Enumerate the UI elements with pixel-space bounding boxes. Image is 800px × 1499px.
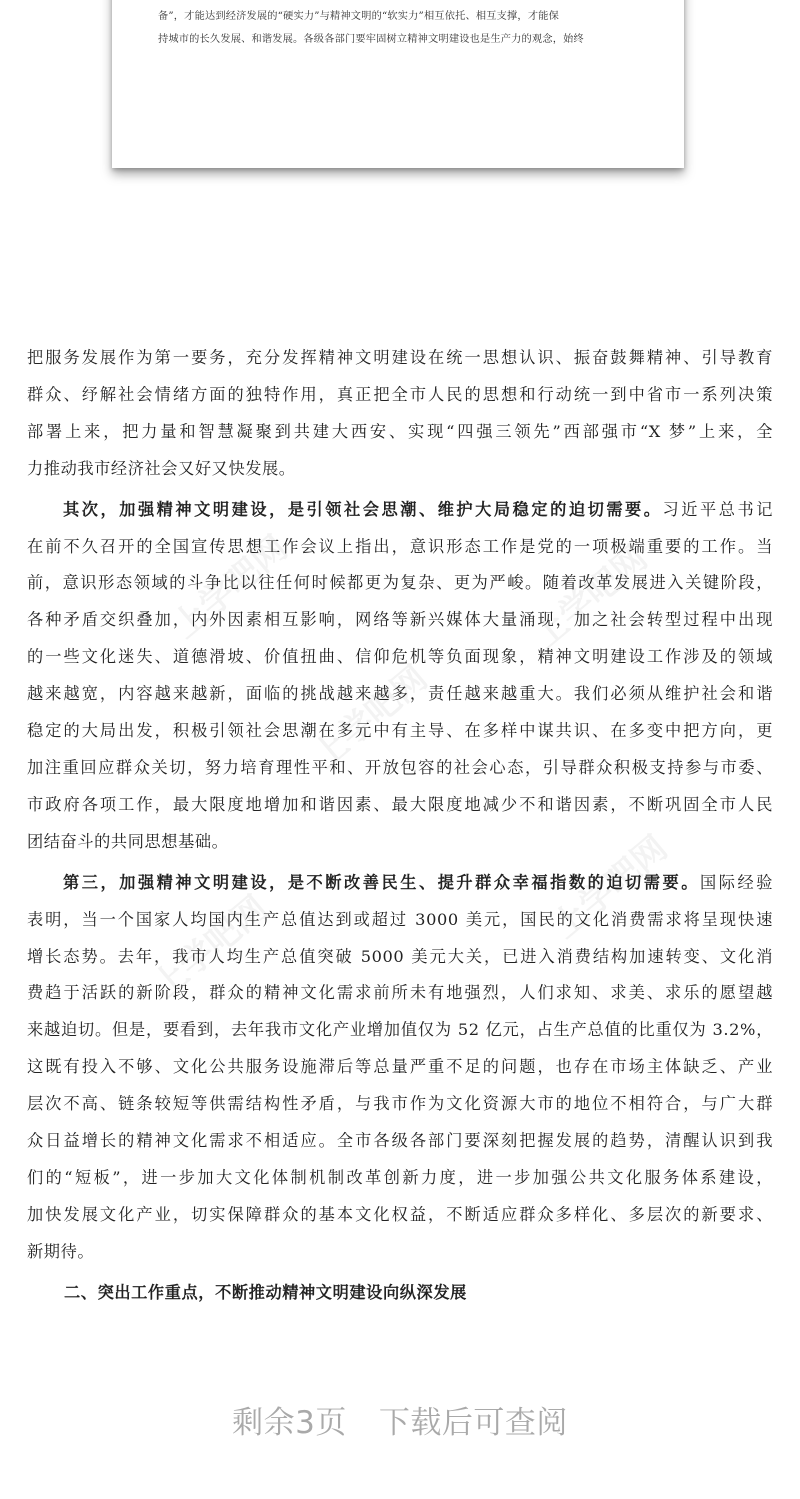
previous-page-preview xyxy=(112,0,684,168)
preview-line: 备”，才能达到经济发展的“硬实力”与精神文明的“软实力”相互依托、相互支撑，才能保 xyxy=(158,11,559,22)
download-prompt[interactable] xyxy=(0,1397,800,1442)
paragraph-lead-bold: 其次，加强精神文明建设，是引领社会思潮、维护大局稳定的迫切需要。 xyxy=(63,499,663,519)
text-line: 新期待。 xyxy=(27,1241,95,1261)
watermark: 上学吧网 xyxy=(145,888,276,1007)
preview-line: 持城市的长久发展、和谐发展。各级各部门要牢固树立精神文明建设也是生产力的观念，始终 xyxy=(158,34,584,45)
text-line: 表明，当一个国家人均国内生产总值达到或超过 3000 美元，国民的文化消费需求将呈现快速 xyxy=(27,909,773,929)
text-line: 加快发展文化产业，切实保障群众的基本文化权益，不断适应群众多样化、多层次的新要求、 xyxy=(27,1204,773,1224)
paragraph-lead-rest: 习近平总书记 xyxy=(662,499,773,519)
text-line: 越来越宽，内容越来越新，面临的挑战越来越多，责任越来越重大。我们必须从维护社会和谐 xyxy=(27,684,773,704)
text-line: 稳定的大局出发，积极引领社会思潮在多元中有主导、在多样中谋共识、在多变中把方向，更 xyxy=(27,721,773,741)
text-line: 的一些文化迷失、道德滑坡、价值扭曲、信仰危机等负面现象，精神文明建设工作涉及的领域 xyxy=(27,647,773,667)
text-line: 群众、纾解社会情绪方面的独特作用，真正把全市人民的思想和行动统一到中省市一系列决策 xyxy=(27,384,773,404)
text-line: 团结奋斗的共同思想基础。 xyxy=(27,831,229,851)
section-heading: 二、突出工作重点，不断推动精神文明建设向纵深发展 xyxy=(64,1282,467,1302)
text-line: 加注重回应群众关切，努力培育理性平和、开放包容的社会心态，引导群众积极支持参与市委、 xyxy=(27,757,773,777)
paragraph-1 xyxy=(27,340,773,488)
text-line: 部署上来，把力量和智慧凝聚到共建大西安、实现“四强三领先”西部强市“X 梦”上来，全 xyxy=(27,421,773,441)
text-line xyxy=(27,492,773,529)
paragraph-2 xyxy=(27,492,773,861)
watermark: 上学吧网 xyxy=(165,528,296,647)
watermark: 上学吧网 xyxy=(525,538,656,657)
text-line: 这既有投入不够、文化公共服务设施滞后等总量严重不足的问题，也存在市场主体缺乏、产业 xyxy=(27,1057,773,1077)
text-line: 在前不久召开的全国宣传思想工作会议上指出，意识形态工作是党的一项极端重要的工作。当 xyxy=(27,536,773,556)
text-line: 力推动我市经济社会又好又快发展。 xyxy=(27,458,296,478)
text-line: 费趋于活跃的新阶段，群众的精神文化需求前所未有地强烈，人们求知、求美、求乐的愿望越 xyxy=(27,983,773,1003)
text-line: 来越迫切。但是，要看到，去年我市文化产业增加值仅为 52 亿元，占生产总值的比重仅为 3.2%， xyxy=(27,1020,773,1040)
watermark: 上学吧网 xyxy=(545,828,676,947)
text-line xyxy=(27,865,773,902)
text-line: 层次不高、链条较短等供需结构性矛盾，与我市作为文化资源大市的地位不相符合，与广大群 xyxy=(27,1094,773,1114)
paragraph-3 xyxy=(27,865,773,1271)
paragraph-lead-bold: 第三，加强精神文明建设，是不断改善民生、提升群众幸福指数的迫切需要。 xyxy=(63,872,700,892)
text-line: 前，意识形态领域的斗争比以往任何时候都更为复杂、更为严峻。随着改革发展进入关键阶段， xyxy=(27,573,773,593)
text-line: 各种矛盾交织叠加，内外因素相互影响，网络等新兴媒体大量涌现，加之社会转型过程中出现 xyxy=(27,610,773,630)
paragraph-lead-rest: 国际经验 xyxy=(700,872,773,892)
text-line: 市政府各项工作，最大限度地增加和谐因素、最大限度地减少不和谐因素，不断巩固全市人民 xyxy=(27,794,773,814)
text-line: 众日益增长的精神文化需求不相适应。全市各级各部门要深刻把握发展的趋势，清醒认识到我 xyxy=(27,1131,773,1151)
document-page xyxy=(27,340,773,1312)
watermark: 上学吧网 xyxy=(305,658,436,777)
download-to-view-label[interactable]: 下载后可查阅 xyxy=(378,1405,568,1441)
remaining-pages-label[interactable]: 剩余3页 xyxy=(232,1405,347,1441)
text-line: 们的“短板”，进一步加大文化体制机制改革创新力度，进一步加强公共文化服务体系建设， xyxy=(27,1167,773,1187)
text-line: 增长态势。去年，我市人均生产总值突破 5000 美元大关，已进入消费结构加速转变、文化消 xyxy=(27,946,773,966)
text-line: 把服务发展作为第一要务，充分发挥精神文明建设在统一思想认识、振奋鼓舞精神、引导教育 xyxy=(27,348,773,367)
